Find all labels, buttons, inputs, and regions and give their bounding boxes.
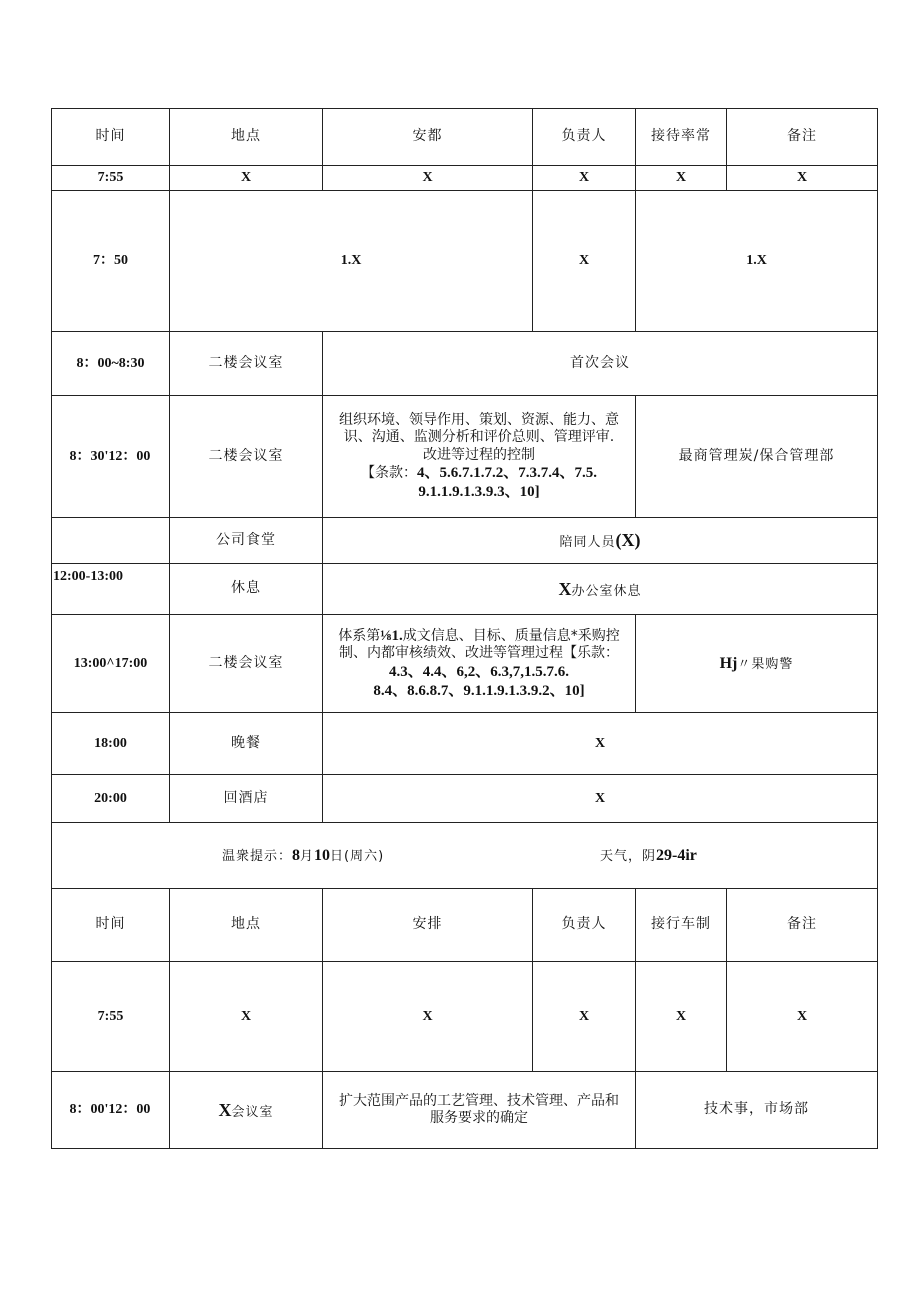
header-vehicle: 接行车制 [636,889,727,962]
reminder-row [52,823,878,889]
notes-cell: X [727,962,878,1072]
place-cell: 二楼会议室 [170,396,323,518]
agenda-cell: X [323,166,533,191]
header-owner: 负责人 [533,109,636,166]
agenda-bold: ⅛1. [380,627,403,644]
header-notes: 备注 [727,889,878,962]
clause-numbers: 4.3、4.4、6,2、6.3,7,1.5.7.6. [388,663,569,680]
table-row [52,332,878,396]
place-cell: 晚餐 [170,713,323,775]
notes-bold: Hj [719,654,738,672]
table-row [52,564,878,615]
header-time: 时间 [52,109,170,166]
agenda-line: 扩大范围产品的工艺管理、技术管理、产品和 [339,1092,619,1109]
header-agenda: 安排 [323,889,533,962]
agenda-line [326,682,632,701]
time-text: 8：30'12：00 [69,448,151,464]
notes-cell: 最商管理炭/保合管理部 [636,396,878,518]
weather-label: 天气，阴 [600,848,657,864]
table-row [52,518,878,564]
table-row [52,615,878,713]
clause-numbers: 8.4、8.6.8.7、9.1.1.9.1.3.9.2、10] [373,682,585,699]
weather-value: 29-4ir [656,846,697,864]
time-cell: 20:00 [52,775,170,823]
reminder-date [222,846,384,866]
header-place: 地点 [170,109,323,166]
table-row [52,713,878,775]
reception-cell: X [636,166,727,191]
time-text: 8：00'12：00 [69,1102,151,1118]
notes-text: 〃果购警 [737,656,794,672]
header-time: 时间 [52,889,170,962]
header-place: 地点 [170,889,323,962]
agenda-line [326,483,632,502]
notes-cell: 1.X [636,191,878,332]
agenda-text: 成文信息、目标、质量信息*釆购控 [402,627,620,644]
schedule-table [51,108,878,1149]
time-cell: 12:00-13:00 [52,564,170,615]
owner-cell: X [533,191,636,332]
table-row [52,1072,878,1149]
table-row [52,191,878,332]
place-text: 会议室 [231,1104,274,1120]
agenda-x: X [558,578,572,599]
agenda-line [326,663,632,682]
header-agenda: 安都 [323,109,533,166]
clause-label: 【条款： [360,465,417,481]
time-cell: 13:00^17:00 [52,615,170,713]
time-cell: 7:55 [52,962,170,1072]
notes-cell: 技术事，市场部 [636,1072,878,1149]
header-reception: 接待率常 [636,109,727,166]
agenda-line: 识、沟通、监测分析和评价总则、管理评审. [343,429,615,445]
clause-numbers: 9.1.1.9.1.3.9.3、10] [418,483,540,500]
agenda-cell: X [323,713,878,775]
header-owner: 负责人 [533,889,636,962]
owner-cell: X [533,962,636,1072]
table-row [52,775,878,823]
time-cell: 7：50 [52,191,170,332]
date-weekday: 日(周六) [330,848,385,864]
vehicle-cell: X [636,962,727,1072]
agenda-cell: 首次会议 [323,332,878,396]
agenda-line: 服务要求的确定 [430,1110,528,1126]
time-cell: 18:00 [52,713,170,775]
table-row [52,396,878,518]
reminder-weather [600,846,697,866]
reminder-cell [52,823,878,889]
date-month-unit: 月 [300,848,315,864]
place-cell: X [170,962,323,1072]
header-row [52,109,878,166]
time-cell: 8：00~8:30 [52,332,170,396]
reminder-content [52,824,877,888]
date-month: 8 [292,846,301,864]
place-cell [170,1072,323,1149]
reminder-label: 温衆提示： [222,848,293,864]
agenda-text: 陪同人员 [559,535,616,551]
date-day: 10 [314,846,331,864]
agenda-line: 组织环境、领导作用、策划、资源、能力、意 [339,411,619,428]
table-row [52,166,878,191]
time-cell [52,518,170,564]
place-cell: 回酒店 [170,775,323,823]
agenda-cell: X [323,962,533,1072]
agenda-cell: X [323,775,878,823]
table-row [52,962,878,1072]
header-notes: 备注 [727,109,878,166]
agenda-text: 办公室休息 [571,583,642,599]
agenda-cell [323,564,878,615]
time-cell [52,396,170,518]
agenda-cell [323,1072,636,1149]
agenda-text: 体系第 [338,627,381,644]
place-cell: 公司食堂 [170,518,323,564]
place-cell: 二楼会议室 [170,615,323,713]
agenda-cell [323,518,878,564]
place-cell: X [170,166,323,191]
agenda-cell [323,396,636,518]
place-cell: 休息 [170,564,323,615]
header-row [52,889,878,962]
agenda-line [326,627,632,646]
agenda-line: 制、内都审核绩效、改进等管理过程【乐款： [339,645,619,662]
place-cell: 二楼会议室 [170,332,323,396]
place-x: X [218,1099,232,1120]
agenda-line: 改进等过程的控制 [423,446,535,463]
agenda-x: (X) [615,530,641,551]
clause-numbers: 4、5.6.7.1.7.2、7.3.7.4、7.5. [416,465,597,481]
agenda-line [326,464,632,483]
agenda-cell: 1.X [170,191,533,332]
notes-cell: X [727,166,878,191]
time-cell: 7:55 [52,166,170,191]
agenda-cell [323,615,636,713]
time-cell [52,1072,170,1149]
owner-cell: X [533,166,636,191]
notes-cell [636,615,878,713]
